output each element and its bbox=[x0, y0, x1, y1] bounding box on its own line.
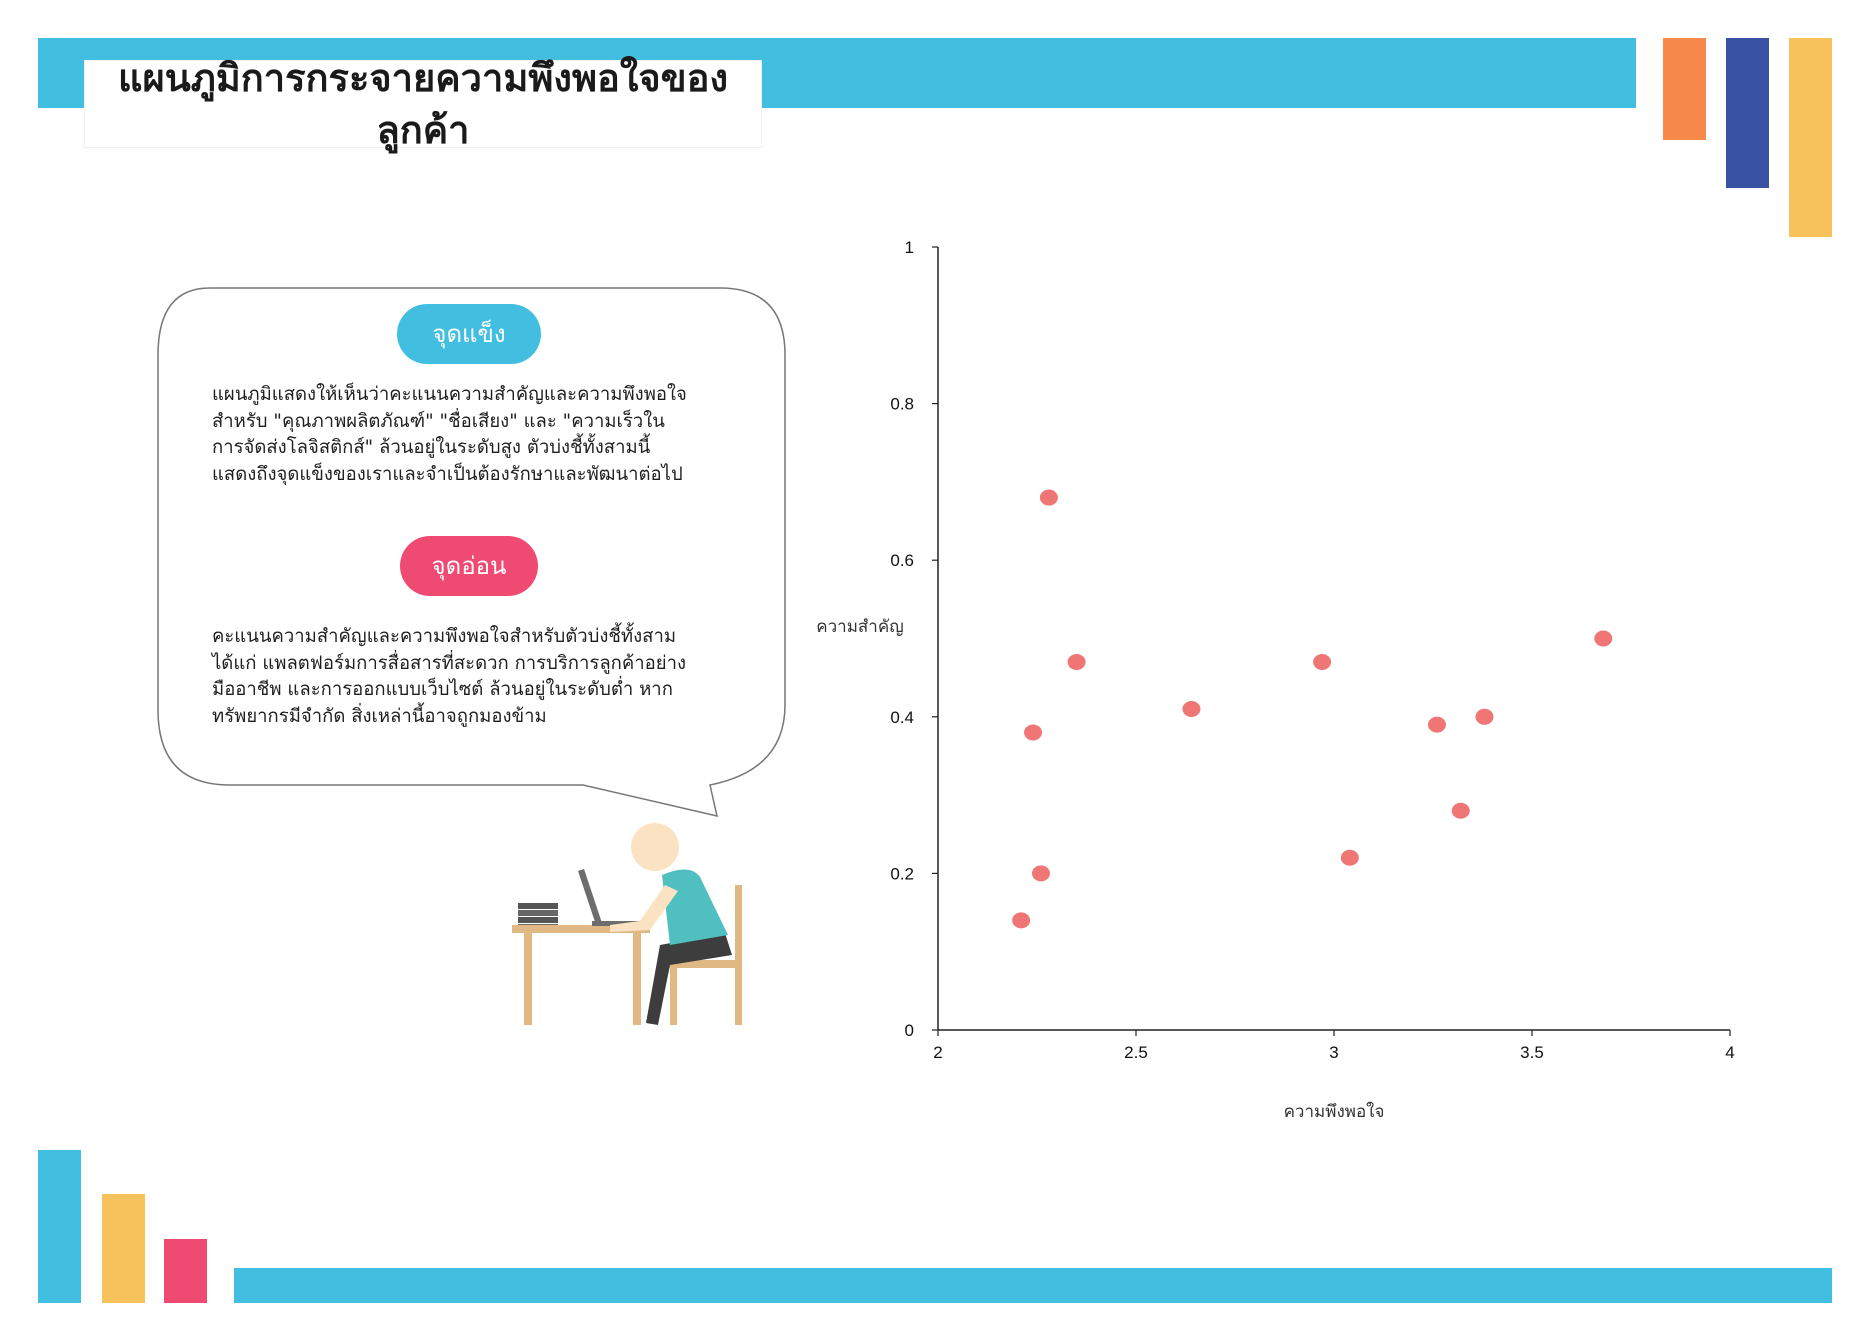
scatter-point bbox=[1032, 865, 1050, 881]
scatter-point bbox=[1341, 850, 1359, 866]
bottom-banner-band bbox=[234, 1268, 1832, 1303]
weaknesses-text: คะแนนความสำคัญและความพึงพอใจสำหรับตัวบ่งชี้ทั้งสาม ได้แก่ แพลตฟอร์มการสื่อสารที่สะดวก การบริการลูกค้าอย่าง มืออาชีพ และการออกแบบเว็บไซต์ ล้วนอยู่ในระดับต่ำ หาก ทรัพยากรมีจำกัด สิ่งเหล่านี้อาจถูกมองข้าม bbox=[212, 626, 686, 727]
y-tick-label: 0.4 bbox=[890, 707, 914, 727]
page-title: แผนภูมิการกระจายความพึงพอใจของลูกค้า bbox=[117, 56, 729, 152]
scatter-point bbox=[1040, 490, 1058, 506]
scatter-point bbox=[1428, 717, 1446, 733]
scatter-point bbox=[1475, 709, 1493, 725]
y-tick-label: 0.6 bbox=[890, 551, 914, 571]
y-tick-label: 0 bbox=[904, 1021, 914, 1040]
deco-bar-blue-bottom bbox=[38, 1150, 81, 1303]
scatter-point bbox=[1594, 631, 1612, 647]
deco-bar-pink-bottom bbox=[164, 1239, 207, 1303]
strengths-badge: จุดแข็ง bbox=[397, 304, 541, 364]
scatter-point bbox=[1068, 654, 1086, 670]
scatter-point bbox=[1012, 912, 1030, 928]
scatter-point bbox=[1182, 701, 1200, 717]
y-axis-title: ความสำคัญ bbox=[816, 617, 904, 637]
x-tick-label: 3 bbox=[1329, 1043, 1339, 1062]
x-tick-label: 2 bbox=[933, 1043, 943, 1062]
scatter-point bbox=[1452, 803, 1470, 819]
deco-bar-yellow-bottom bbox=[102, 1194, 145, 1303]
x-axis-title: ความพึงพอใจ bbox=[1283, 1102, 1385, 1122]
scatter-point bbox=[1313, 654, 1331, 670]
y-tick-label: 0.8 bbox=[890, 394, 914, 414]
weaknesses-badge: จุดอ่อน bbox=[400, 536, 538, 596]
strengths-text: แผนภูมิแสดงให้เห็นว่าคะแนนความสำคัญและความพึงพอใจ สำหรับ "คุณภาพผลิตภัณฑ์" "ชื่อเสียง" และ "ความเร็วใน การจัดส่งโลจิสติกส์" ล้วนอยู่ในระดับสูง ตัวบ่งชี้ทั้งสามนี้ แสดงถึงจุดแข็งของเราและจำเป็นต้องรักษาและพัฒนาต่อไป bbox=[212, 384, 687, 485]
x-tick-label: 2.5 bbox=[1124, 1043, 1148, 1062]
scatter-point bbox=[1024, 724, 1042, 740]
y-tick-label: 0.2 bbox=[890, 864, 914, 884]
x-tick-label: 3.5 bbox=[1520, 1043, 1544, 1062]
x-tick-label: 4 bbox=[1725, 1043, 1735, 1062]
y-tick-label: 1 bbox=[904, 238, 914, 257]
